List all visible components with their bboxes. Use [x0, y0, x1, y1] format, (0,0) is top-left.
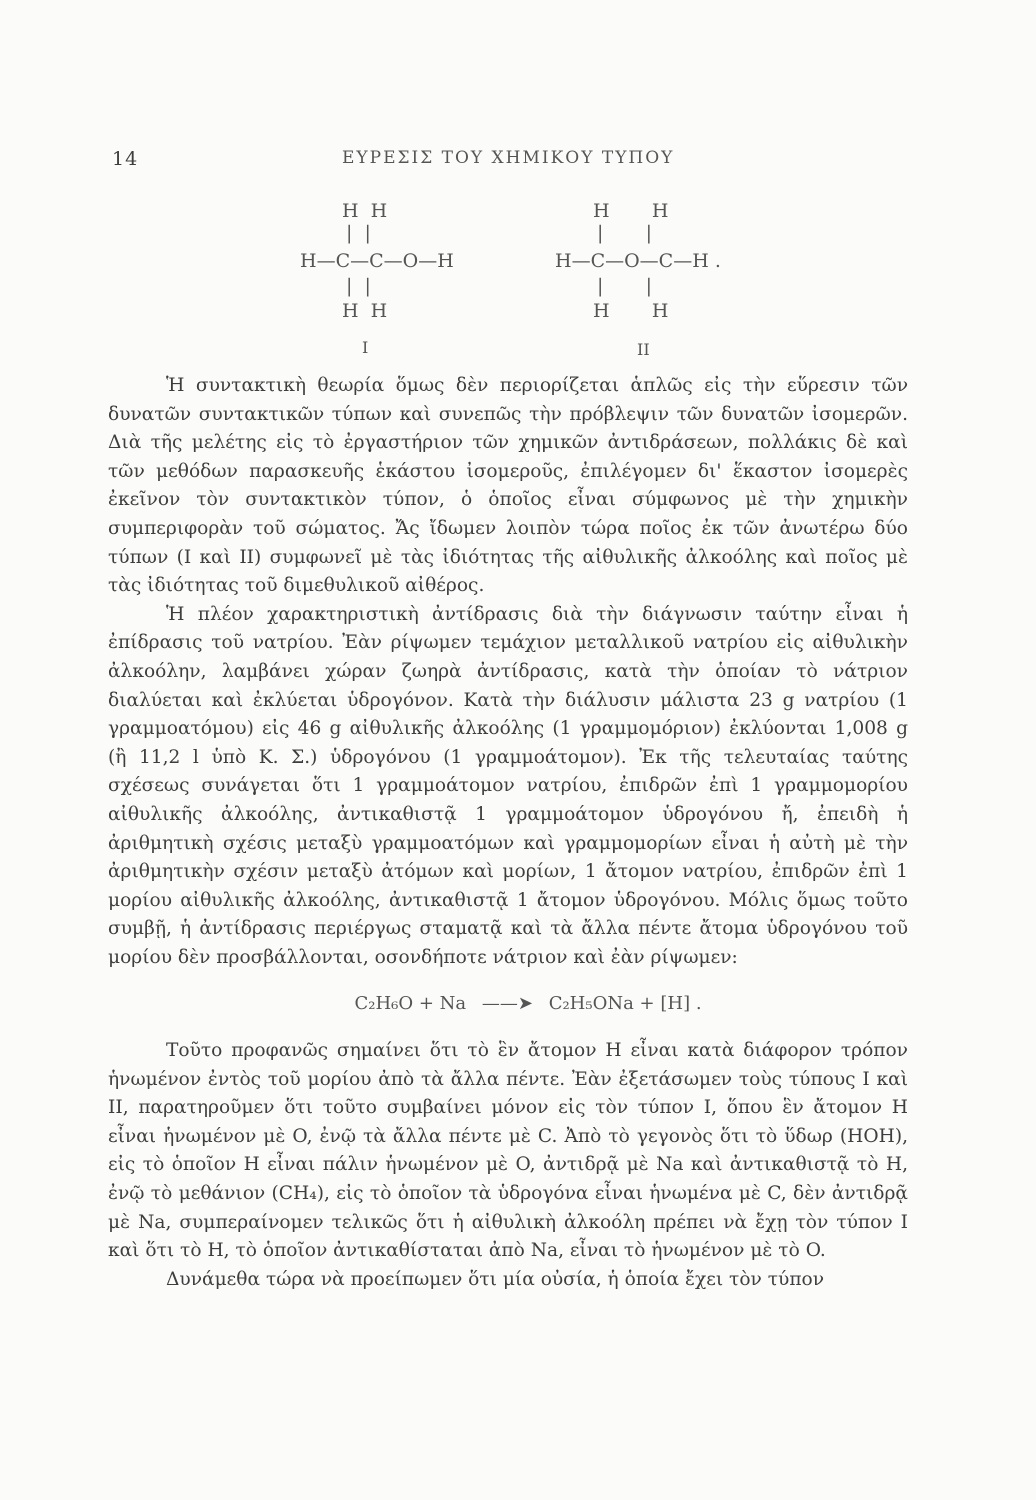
body-text [108, 372, 908, 1294]
equation-rhs: C₂H₅ONa + [H] . [548, 993, 702, 1015]
formula-row: H H [342, 200, 388, 222]
running-title: ΕΥΡΕΣΙΣ ΤΟΥ ΧΗΜΙΚΟΥ ΤΥΠΟΥ [342, 148, 675, 168]
paragraph: Ἡ συντακτικὴ θεωρία ὅμως δὲν περιορίζεται ἁπλῶς εἰς τὴν εὕρεσιν τῶν δυνατῶν συντακτικῶν τύπων καὶ συνεπῶς τὴν πρόβλεψιν τῶν δυνατῶν ἰσομερῶν. Διὰ τῆς μελέτης εἰς τὸ ἐργαστήριον τῶν χημικῶν ἀντιδράσεων, πολλάκις δὲ καὶ τῶν μεθόδων παρασκευῆς ἑκάστου ἰσομεροῦς, ἐπιλέγομεν δι' ἕκαστον ἰσομερὲς ἐκεῖνον τὸν συντακτικὸν τύπον, ὁ ὁποῖος εἶναι σύμφωνος μὲ τὴν χημικὴν συμπεριφορὰν τοῦ σώματος. Ἄς ἴδωμεν λοιπὸν τώρα ποῖος ἐκ τῶν ἀνωτέρω δύο τύπων (I καὶ II) συμφωνεῖ μὲ τὰς ἰδιότητας τῆς αἰθυλικῆς ἀλκοόλης καὶ ποῖος μὲ τὰς ἰδιότητας τοῦ διμεθυλικοῦ αἰθέρος. [108, 375, 908, 597]
structural-formulas [280, 200, 760, 365]
formula-label-i: I [362, 338, 369, 357]
formula-label-ii: II [637, 340, 650, 359]
formula-row: H H [342, 300, 388, 322]
paragraph: Ἡ πλέον χαρακτηριστικὴ ἀντίδρασις διὰ τὴν διάγνωσιν ταύτην εἶναι ἡ ἐπίδρασις τοῦ νατρίου. Ἐὰν ρίψωμεν τεμάχιον μεταλλικοῦ νατρίου εἰς αἰθυλικὴν ἀλκοόλην, λαμβάνει χώραν ζωηρὰ ἀντίδρασις, κατὰ τὴν ὁποίαν τὸ νάτριον διαλύεται καὶ ἐκλύεται ὑδρογόνον. Κατὰ τὴν διάλυσιν μάλιστα 23 g νατρίου (1 γραμμοατόμου) εἰς 46 g αἰθυλικῆς ἀλκοόλης (1 γραμμομόριον) ἐκλύονται 1,008 g (ἢ 11,2 l ὑπὸ Κ. Σ.) ὑδρογόνου (1 γραμμοάτομον). Ἐκ τῆς τελευταίας ταύτης σχέσεως συνάγεται ὅτι 1 γραμμοάτομον νατρίου, ἐπιδρῶν ἐπὶ 1 γραμμομορίου αἰθυλικῆς ἀλκοόλης, ἀντικαθιστᾷ 1 γραμμοάτομον ὑδρογόνου ἤ, ἐπειδὴ ἡ ἀριθμητικὴ σχέσις μεταξὺ γραμμοατόμων καὶ γραμμομορίων εἶναι ἡ αὐτὴ μὲ τὴν ἀριθμητικὴν σχέσιν μεταξὺ ἀτόμων καὶ μορίων, 1 ἄτομον νατρίου, ἐπιδρῶν ἐπὶ 1 μορίου αἰθυλικῆς ἀλκοόλης, ἀντικαθιστᾷ 1 ἄτομον ὑδρογόνου. Μόλις ὅμως τοῦτο συμβῇ, ἡ ἀντίδρασις περιέργως σταματᾷ καὶ τὰ ἄλλα πέντε ἄτομα ὑδρογόνου τοῦ μορίου δὲν προσβάλλονται, οσονδήποτε νάτριον καὶ ἐὰν ρίψωμεν: [108, 603, 908, 968]
structural-formula-ethanol [280, 200, 480, 365]
formula-row: H—C—C—O—H [300, 250, 454, 272]
formula-row: | | [346, 275, 371, 297]
reaction-equation [108, 990, 908, 1019]
formula-row: | | [346, 222, 371, 244]
formula-row: H H [593, 200, 669, 222]
structural-formula-dimethyl-ether [545, 200, 765, 365]
paragraph: Τοῦτο προφανῶς σημαίνει ὅτι τὸ ἓν ἄτομον H εἶναι κατὰ διάφορον τρόπον ἡνωμένον ἐντὸς τοῦ μορίου ἀπὸ τὰ ἄλλα πέντε. Ἐὰν ἐξετάσωμεν τοὺς τύπους I καὶ II, παρατηροῦμεν ὅτι τοῦτο συμβαίνει μόνον εἰς τὸν τύπον I, ὅπου ἓν ἄτομον H εἶναι ἡνωμένον μὲ O, ἐνῷ τὰ ἄλλα πέντε μὲ C. Ἀπὸ τὸ γεγονὸς ὅτι τὸ ὕδωρ (HOH), εἰς τὸ ὁποῖον H εἶναι πάλιν ἡνωμένον μὲ O, ἀντιδρᾷ μὲ Na καὶ ἀντικαθιστᾷ τὸ H, ἐνῷ τὸ μεθάνιον (CH₄), εἰς τὸ ὁποῖον τὰ ὑδρογόνα εἶναι ἡνωμένα μὲ C, δὲν ἀντιδρᾷ μὲ Na, συμπεραίνομεν τελικῶς ὅτι ἡ αἰθυλικὴ ἀλκοόλη πρέπει νὰ ἔχῃ τὸν τύπον I καὶ ὅτι τὸ H, τὸ ὁποῖον ἀντικαθίσταται ἀπὸ Na, εἶναι τὸ ἡνωμένον μὲ τὸ O. [108, 1040, 908, 1262]
formula-row: | | [597, 275, 653, 297]
page-number: 14 [112, 148, 139, 170]
equation-lhs: C₂H₆O + Na [354, 993, 467, 1015]
paragraph: Δυνάμεθα τώρα νὰ προείπωμεν ὅτι μία οὐσία, ἡ ὁποία ἔχει τὸν τύπον [166, 1268, 825, 1290]
formula-row: H—C—O—C—H . [555, 250, 721, 272]
formula-row: | | [597, 222, 653, 244]
page-header [112, 148, 912, 178]
formula-row: H H [593, 300, 669, 322]
reaction-arrow-icon: ——➤ [481, 993, 533, 1015]
